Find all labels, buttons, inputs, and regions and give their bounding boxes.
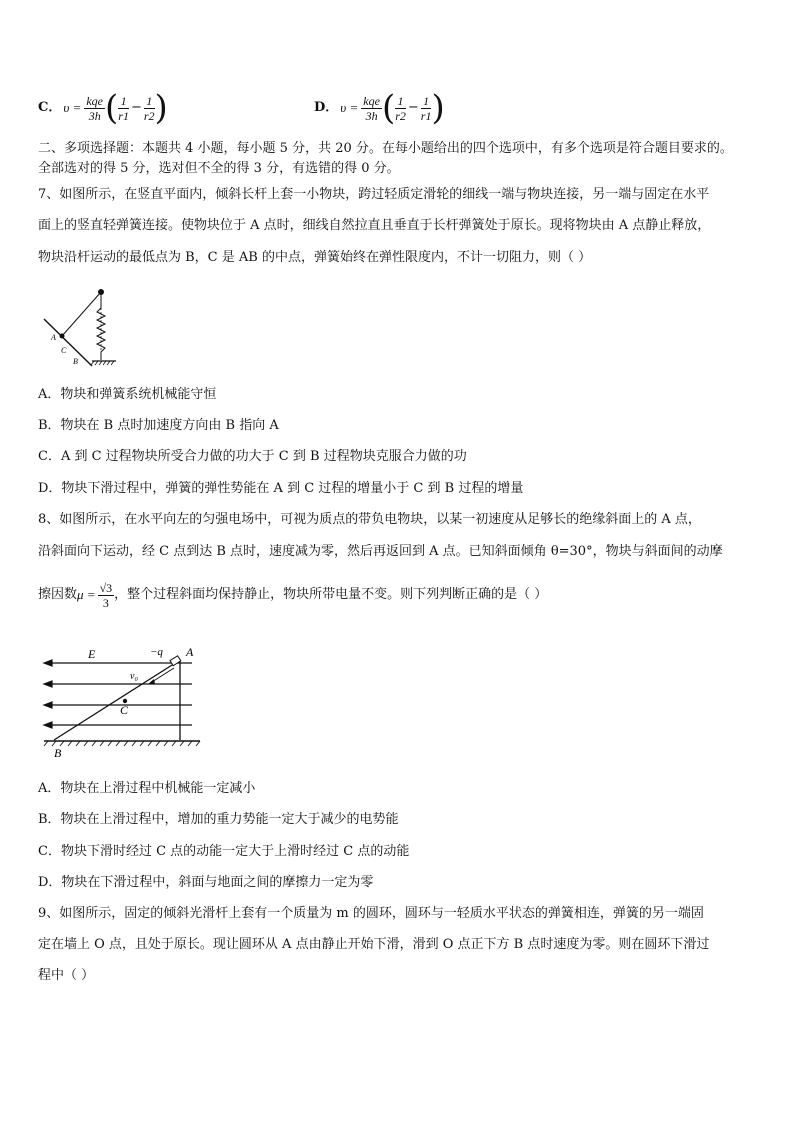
fraction: $\frac{1}{r1}$ — [118, 93, 129, 123]
fraction: $\frac{\text{kqe}}{3h}$ — [86, 93, 104, 123]
option-label: D． — [314, 100, 339, 115]
option-b: B．物块在上滑过程中，增加的重力势能一定大于减少的电势能 — [38, 812, 399, 827]
option-a: A．物块和弹簧系统机械能守恒 — [38, 387, 217, 402]
section-heading: 二、多项选择题：本题共 4 小题，每小题 5 分，共 20 分。在每小题给出的四个选项中，有多个选项是符合题目要求的。 — [38, 141, 733, 156]
option-a: A．物块在上滑过程中机械能一定减小 — [38, 781, 256, 796]
formula-lhs: υ = — [63, 100, 82, 115]
section-heading: 全部选对的得 5 分，选对但不全的得 3 分，有选错的得 0 分。 — [38, 161, 400, 176]
question-8-figure — [40, 642, 210, 760]
option-d: D．物块下滑过程中，弹簧的弹性势能在 A 到 C 过程的增量小于 C 到 B 过程的增量 — [38, 481, 524, 496]
label-q: −q — [150, 646, 163, 658]
label-c: C — [120, 703, 129, 717]
question-7-text: 物块沿杆运动的最低点为 B，C 是 AB 的中点，弹簧始终在弹性限度内，不计一切阻力，则（ ） — [38, 250, 592, 265]
question-8-text: 擦因数 μ = $\frac{√3}{3}$ ，整个过程斜面均保持静止，物块所带电量不变。则下列判断正确的是（ ） — [38, 580, 548, 610]
question-7-text: 面上的竖直轻弹簧连接。使物块位于 A 点时，细线自然拉直且垂直于长杆弹簧处于原长。现将物块由 A 点静止释放， — [38, 218, 711, 233]
formula-lhs: υ = — [340, 100, 359, 115]
label-e: E — [88, 647, 96, 661]
question-9-text: 程中（ ） — [38, 968, 95, 983]
mu-symbol: μ = — [77, 587, 96, 602]
fraction: $\frac{1}{r2}$ — [143, 93, 155, 123]
question-8-text: 沿斜面向下运动，经 C 点到达 B 点时，速度减为零，然后再返回到 A 点。已知斜面倾角 θ=30°，物块与斜面间的动摩 — [38, 544, 723, 559]
option-d-formula: D． υ = $\frac{\text{kqe}}{3h}$ ( $\frac{1}{r2}$ − $\frac{1}{r1}$ ) — [314, 88, 445, 128]
question-7-figure — [40, 284, 130, 370]
label-b: B — [73, 357, 78, 366]
option-d: D．物块在下滑过程中，斜面与地面之间的摩擦力一定为零 — [38, 875, 374, 890]
mu-fraction: $\frac{√3}{3}$ — [99, 580, 113, 610]
question-9-text: 9、如图所示，固定的倾斜光滑杆上套有一个质量为 m 的圆环，圆环与一轻质水平状态的弹簧相连，弹簧的另一端固 — [38, 906, 704, 921]
label-a: A — [186, 645, 194, 659]
label-c: C — [61, 346, 67, 355]
fraction: $\frac{1}{r1}$ — [420, 93, 432, 123]
option-c: C．物块下滑时经过 C 点的动能一定大于上滑时经过 C 点的动能 — [38, 844, 410, 859]
question-9-text: 定在墙上 O 点，且处于原长。现让圆环从 A 点由静止开始下滑，滑到 O 点正下方 B 点时速度为零。则在圆环下滑过 — [38, 937, 710, 952]
option-c-formula: C． υ = $\frac{\text{kqe}}{3h}$ ( $\frac{1}{r1}$ − $\frac{1}{r2}$ ) — [38, 88, 168, 128]
option-b: B．物块在 B 点时加速度方向由 B 指向 A — [38, 418, 279, 433]
fraction: $\frac{\text{kqe}}{3h}$ — [363, 93, 380, 123]
label-v0: v₀ — [130, 671, 138, 682]
label-a: A — [51, 333, 56, 342]
fraction: $\frac{1}{r2}$ — [395, 93, 406, 123]
option-label: C． — [38, 100, 62, 115]
question-7-text: 7、如图所示，在竖直平面内，倾斜长杆上套一小物块，跨过轻质定滑轮的细线一端与物块连接，另一端与固定在水平 — [38, 187, 710, 202]
question-8-text: 8、如图所示，在水平向左的匀强电场中，可视为质点的带负电物块，以某一初速度从足够长的绝缘斜面上的 A 点， — [38, 512, 701, 527]
option-c: C．A 到 C 过程物块所受合力做的功大于 C 到 B 过程物块克服合力做的功 — [38, 449, 467, 464]
label-b: B — [54, 746, 62, 760]
